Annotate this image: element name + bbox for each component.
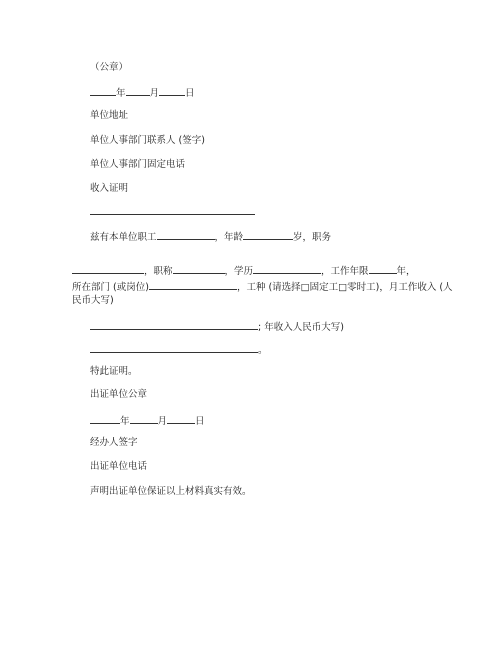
- employee-prefix: 兹有本单位职工: [90, 232, 157, 243]
- annual-label: ; 年收入人民币大写): [258, 322, 344, 333]
- month-label: 月: [149, 88, 160, 99]
- annual-amount-blank[interactable]: [90, 343, 258, 353]
- seal-label: （公章）: [90, 62, 129, 73]
- issuer-seal-label: 出证单位公章: [90, 389, 148, 400]
- issuer-phone-label: 出证单位电话: [90, 461, 148, 472]
- month-blank-2[interactable]: [130, 414, 158, 424]
- dept-line: [72, 280, 453, 294]
- title-edu-line: [72, 264, 416, 278]
- title-label: ，职称: [144, 266, 173, 277]
- day-blank-2[interactable]: [167, 414, 195, 424]
- special-statement: 特此证明。: [90, 366, 138, 377]
- handler-signature-label: 经办人签字: [90, 437, 138, 448]
- edu-label: ，学历: [224, 266, 254, 277]
- year-label: 年: [116, 88, 126, 99]
- type-label: ，工种 (请选择□固定工□零时工)，月工作收入 (人: [236, 282, 453, 293]
- age-post: 岁，职务: [293, 232, 332, 243]
- age-blank[interactable]: [243, 230, 293, 240]
- unit-address-label: 单位地址: [90, 110, 129, 121]
- position-blank[interactable]: [72, 264, 144, 274]
- month-blank[interactable]: [126, 86, 150, 96]
- employee-line: [90, 230, 331, 244]
- hr-phone-label: 单位人事部门固定电话: [90, 159, 186, 170]
- day-label-2: 日: [195, 416, 205, 427]
- year-blank[interactable]: [90, 86, 116, 96]
- day-label: 日: [185, 88, 195, 99]
- employee-name-blank[interactable]: [157, 230, 215, 240]
- year-label-2: 年: [120, 416, 130, 427]
- hr-contact-label: 单位人事部门联系人 (签字): [90, 135, 205, 146]
- period: 。: [258, 345, 268, 356]
- dept-blank[interactable]: [149, 280, 237, 290]
- rmb-line: 民币大写): [72, 295, 114, 306]
- date-line-bottom: [90, 414, 205, 428]
- years-blank[interactable]: [369, 264, 397, 274]
- monthly-amount-line: [90, 320, 344, 334]
- age-label: ，年龄: [214, 232, 244, 243]
- month-label-2: 月: [157, 416, 168, 427]
- dept-label: 所在部门 (或岗位): [72, 282, 149, 293]
- annual-amount-line: [90, 343, 268, 357]
- edu-blank[interactable]: [253, 264, 321, 274]
- year-blank-2[interactable]: [90, 414, 120, 424]
- title-blank[interactable]: [173, 264, 225, 274]
- declaration-text: 声明出证单位保证以上材料真实有效。: [90, 486, 252, 497]
- years-post: 年，: [396, 266, 416, 277]
- title-underline[interactable]: [90, 214, 255, 215]
- date-line-top: [90, 86, 195, 100]
- day-blank[interactable]: [159, 86, 185, 96]
- monthly-amount-blank[interactable]: [90, 320, 258, 330]
- years-label: ，工作年限: [321, 266, 369, 277]
- income-title: 收入证明: [90, 183, 129, 194]
